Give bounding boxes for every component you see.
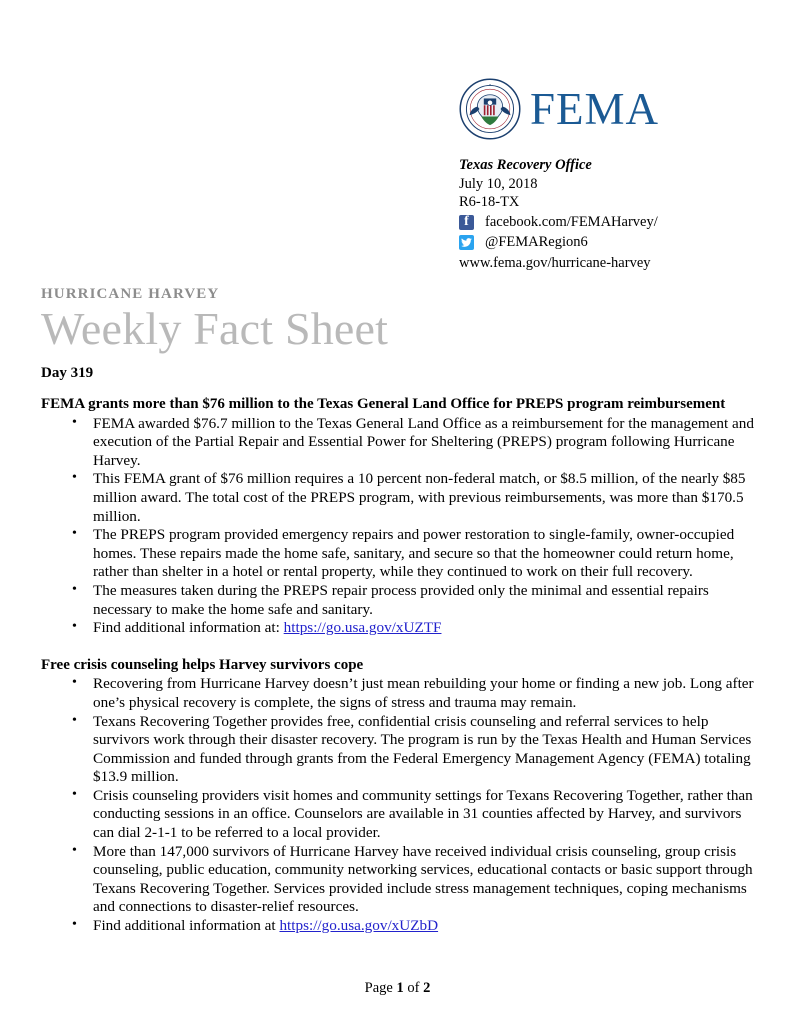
list-item: • This FEMA grant of $76 million requires a 10 percent non-federal match, or $8.5 million, of the nearly $85 million award. The total cost of the PREPS program, with previous reimbursements, was more than $170.5 million. bbox=[93, 470, 754, 526]
list-item: • Texans Recovering Together provides free, confidential crisis counseling and referral services to help survivors work through their disaster recovery. The program is run by the Texas Health and Human Services Commission and funded through grants from the Federal Emergency Management Agency (FEMA) totaling $13.9 million. bbox=[93, 713, 754, 787]
release-date: July 10, 2018 bbox=[459, 175, 538, 192]
bullet-list bbox=[41, 675, 754, 935]
twitter-handle[interactable]: @FEMARegion6 bbox=[485, 233, 588, 250]
list-item: • The measures taken during the PREPS repair process provided only the minimal and essential repairs necessary to make the home safe and sanitary. bbox=[93, 582, 754, 619]
list-item-text: Find additional information at: bbox=[93, 619, 284, 637]
dhs-seal-icon bbox=[459, 78, 521, 140]
twitter-row[interactable] bbox=[459, 233, 719, 252]
section-spacer bbox=[41, 638, 754, 656]
external-link[interactable]: https://go.usa.gov/xUZTF bbox=[283, 619, 442, 637]
page-footer bbox=[0, 979, 795, 997]
release-number: R6-18-TX bbox=[459, 194, 520, 210]
facebook-icon[interactable] bbox=[459, 215, 474, 230]
list-item: • More than 147,000 survivors of Hurricane Harvey have received individual crisis counseling, group crisis counseling, public education, community networking services, educational contacts or basic support through Texans Recovering Together. Services provided include stress management techniques, coping mechanisms and connections to disaster-relief resources. bbox=[93, 843, 754, 917]
footer-current-page: 1 bbox=[396, 980, 404, 996]
title-block bbox=[41, 286, 641, 354]
list-item: • The PREPS program provided emergency repairs and power restoration to single-family, owner-occupied homes. These repairs made the home safe, sanitary, and secure so that the homeowner could return home, rather than shelter in a hotel or rental property, while they continued to work on their full recovery. bbox=[93, 526, 754, 582]
section-preps-grant bbox=[41, 395, 754, 638]
fema-wordmark: FEMA bbox=[530, 83, 660, 134]
bullet-list bbox=[41, 415, 754, 638]
list-item-text: Find additional information at bbox=[93, 917, 280, 935]
document-header bbox=[459, 78, 719, 273]
list-item: • Crisis counseling providers visit homes and community settings for Texans Recovering Together, rather than conducting sessions in an office. Counselors are available in 31 counties affected by Harvey, and survivors can dial 2-1-1 to be referred to a local provider. bbox=[93, 787, 754, 843]
section-crisis-counseling bbox=[41, 656, 754, 936]
fema-logo-lockup bbox=[459, 78, 719, 140]
footer-total-pages: 2 bbox=[423, 980, 431, 996]
list-item: • Recovering from Hurricane Harvey doesn’t just mean rebuilding your home or finding a new job. Long after one’s physical recovery is complete, the signs of stress and trauma may remain. bbox=[93, 675, 754, 712]
section-heading: FEMA grants more than $76 million to the Texas General Land Office for PREPS program reimbursement bbox=[41, 396, 726, 412]
list-item bbox=[93, 619, 754, 638]
footer-middle: of bbox=[403, 980, 424, 996]
facebook-row[interactable] bbox=[459, 213, 719, 232]
office-name: Texas Recovery Office bbox=[459, 157, 592, 173]
day-counter: Day 319 bbox=[41, 365, 94, 381]
page-title: Weekly Fact Sheet bbox=[41, 303, 389, 354]
svg-text:•: • bbox=[489, 81, 491, 87]
footer-prefix: Page bbox=[364, 980, 397, 996]
section-heading: Free crisis counseling helps Harvey survivors cope bbox=[41, 656, 364, 673]
website-url[interactable]: www.fema.gov/hurricane-harvey bbox=[459, 254, 651, 271]
list-item bbox=[93, 917, 754, 936]
twitter-icon[interactable] bbox=[459, 235, 474, 250]
kicker-label: HURRICANE HARVEY bbox=[41, 286, 220, 302]
external-link[interactable]: https://go.usa.gov/xUZbD bbox=[279, 917, 439, 935]
document-body bbox=[41, 395, 754, 936]
facebook-handle[interactable]: facebook.com/FEMAHarvey/ bbox=[485, 213, 658, 230]
list-item: • FEMA awarded $76.7 million to the Texas General Land Office as a reimbursement for the management and execution of the Partial Repair and Essential Power for Sheltering (PREPS) program following Hurricane Harvey. bbox=[93, 415, 754, 471]
twitter-bird-glyph bbox=[461, 238, 472, 247]
